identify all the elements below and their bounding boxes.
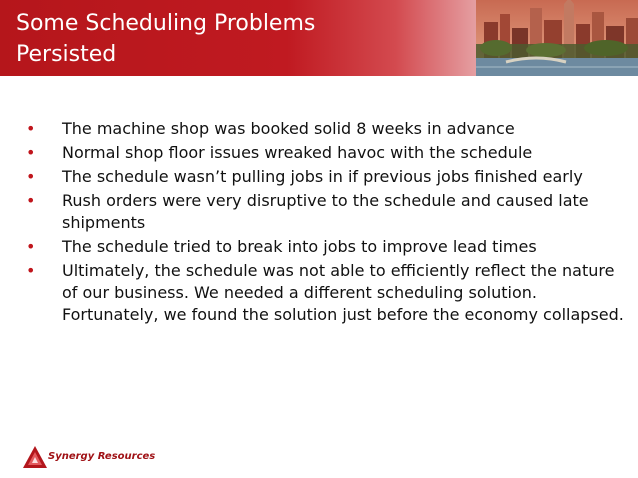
- bullet-item: [24, 260, 624, 326]
- bullet-item: [24, 142, 624, 164]
- bullet-marker: •: [26, 143, 36, 162]
- bullet-item: [24, 190, 624, 234]
- bullet-text: The machine shop was booked solid 8 weeks in advance: [62, 119, 515, 138]
- red-triangle-logo-icon: [22, 445, 48, 469]
- synergy-resources-logo: [22, 445, 182, 471]
- bullet-text: Ultimately, the schedule was not able to efficiently reflect the nature of our business. We needed a different scheduling solution. Fortunately, we found the solution just before the economy collapsed.: [62, 261, 624, 324]
- bullet-marker: •: [26, 261, 36, 280]
- slide-title-line-2: Persisted: [16, 42, 117, 67]
- bullet-text: Normal shop floor issues wreaked havoc with the schedule: [62, 143, 533, 162]
- bullet-item: [24, 166, 624, 188]
- bullet-marker: •: [26, 191, 36, 210]
- bullet-text: The schedule tried to break into jobs to improve lead times: [62, 237, 537, 256]
- city-skyline-photo: [476, 0, 638, 76]
- city-skyline-illustration: [476, 0, 638, 76]
- bullet-marker: •: [26, 237, 36, 256]
- slide-title: [16, 8, 456, 70]
- bullet-item: [24, 236, 624, 258]
- logo-text: Synergy Resources: [48, 451, 156, 462]
- bullet-text: Rush orders were very disruptive to the schedule and caused late shipments: [62, 191, 589, 232]
- bullet-text: The schedule wasn’t pulling jobs in if previous jobs finished early: [62, 167, 583, 186]
- bullet-marker: •: [26, 119, 36, 138]
- bullet-list: [24, 118, 624, 328]
- slide-title-line-1: Some Scheduling Problems: [16, 11, 316, 36]
- bullet-marker: •: [26, 167, 36, 186]
- bullet-item: [24, 118, 624, 140]
